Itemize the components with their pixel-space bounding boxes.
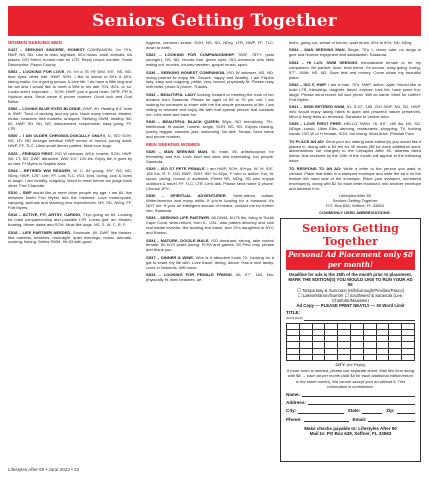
ad-body: Semi-retired outlaw. Writer/inventor and many skills. If you're looking for a husband, it's NOT me. If your an intelligent woman of means, contact me for further info. Sarasota. <box>146 193 274 213</box>
city-field[interactable]: City: <box>286 408 344 413</box>
ad-body: 65 DWM, 6/175 lbs, living in South Cape Coral, semi-retired, from IL. CAL, was patient attorney and now real estate investor, like boating and travel, two/ 20's daughters in NYC and Boston. <box>146 215 274 236</box>
ad-list <box>8 48 132 245</box>
ad-body: looking forward to meeting the man of her dreams from Sarasota. Please be ages of 69 to 79 yrs. old. I am looking for someone to share with me the simple pleasures of life. I am willing to relocate and enjoy life with that special person that contacts me. Lets meet and have fun. <box>146 91 274 117</box>
ad-title: S539 – LOVE FIRST FREE. <box>289 121 343 127</box>
ad-body: fest's, going out, sense of humor, quiet times, 50's to 60's. ND, NDrg. <box>289 41 413 45</box>
name-field[interactable]: Name: <box>286 392 415 397</box>
classified-ad <box>289 41 421 46</box>
classified-ad <box>289 83 421 103</box>
column-three <box>289 41 421 214</box>
page-footer <box>8 467 421 472</box>
classified-ad <box>8 213 132 228</box>
ad-title: S518 – LIFE PARTNER NEEDED. <box>8 229 72 235</box>
word-cell[interactable] <box>313 355 326 361</box>
instructions-respond: TO RESPOND TO AN AD: Write a letter to the person you want to contact. Place that letter in a stamped envelope and write the ad # on the bottom left hand side of the envelope. Place your stamped, numbered envelope(s), along with $2 for each letter enclosed, into another envelope and address it to: <box>289 165 421 191</box>
ad-title: S543 – HI LUV. SWM SEEKING <box>289 59 358 65</box>
ad-body: I am a man, 70's, HWP, active, agile. Would like to build LTR, friendship, laughter, travel, explore, love life, have some fun, laugh. Please send recent full size photo. Will do same. Meet for coffee? Fort Myers. <box>289 81 421 102</box>
form-deadline: Deadline for ads is the 15th of the month prior to placement. <box>289 272 412 277</box>
word-cell[interactable] <box>325 355 338 361</box>
ad-copy-word-grid[interactable] <box>286 323 415 361</box>
classified-ad <box>8 152 132 167</box>
classified-ad <box>146 93 274 118</box>
word-cell[interactable] <box>287 355 300 361</box>
edition-checkbox-southwest[interactable]: ☐ Southwest & Sarasota (Lee, Charlotte/Manatee) <box>332 292 404 304</box>
ad-title: S502 – LOOKING FOR LOVE. <box>8 69 66 75</box>
state-field[interactable]: State: <box>348 408 383 413</box>
classified-ad <box>8 169 132 189</box>
edition-checkbox-tampa[interactable]: ☐ Tampa Bay & Suncoast (Hillsborough/Pinellas/Pasco) <box>297 287 404 293</box>
section-heading: MEN SEEKING WOMEN <box>146 142 200 148</box>
email-field[interactable]: Email: <box>353 417 416 422</box>
ad-copy-label: Ad Copy — PLEASE PRINT NEATLY — 30 Word Limit <box>296 303 405 309</box>
section-banner <box>8 6 421 36</box>
ad-body: ISO dominant, strong, take control female; 60 to70 years young. PLPA and games. 50 Pelo only. please and thank you. <box>146 237 274 253</box>
classified-ad <box>8 191 132 211</box>
classified-ad <box>146 150 274 165</box>
classified-ad <box>146 239 274 254</box>
classified-ad <box>146 216 274 236</box>
address-field[interactable]: Address: <box>286 400 415 405</box>
ad-body: ISO W widower, 8/0's, honest, SOH, HWP, NS, LT, SD. DWF, attractive, WW, 5'4", 120 lbs. Enjoy life, it goes by so fast. Ft Myers to Naples area. <box>8 150 132 166</box>
instructions-place: TO PLACE AN AD: Send your ad, stating what edition(s) you would like it placed in, along with a $4 fee for 30 words ($5 for each additional word; abbreviations not charged) to the Lifestyles After 50, address listed below. Ads received by the 15th of the month will appear in the following issue. <box>289 138 421 164</box>
classified-ad <box>8 231 132 246</box>
ad-title: S500 – I AM OLDER CHRONOLOGICALLY ONLY!!, <box>8 133 107 139</box>
word-cell[interactable] <box>364 355 377 361</box>
ad-title: S537 – DINNER & WINE. <box>146 254 195 260</box>
ad-title: S522 – LOOKING FOR COMPANIONSHIP. <box>146 52 235 58</box>
ad-body: Single, 70's +, clean, safe, no drugs to give and receive enjoyment and satisfaction. Sarasota. <box>289 47 421 58</box>
ad-body: Soulmate. 60, DWF, like theater, flea markets, beaches, moonlight, quiet evenings, music, animals, cooking, fishing. Seeks SWM, 59-63 with good <box>8 229 132 245</box>
ad-title: S530 – SPIRITUAL ADVENTURER. <box>146 193 227 199</box>
ad-title: S541 – SEMI RETIRED SWM, <box>289 104 346 110</box>
classified-ad <box>8 70 132 105</box>
ad-title: S540 – BEAUTIFUL BLACK QUEEN. <box>146 118 220 124</box>
ad-title: S516 – ACTIVE, FIT, ARTSY, CARING, <box>8 212 82 218</box>
ad-body: 66, 5'7", 160, Tan, physically fit, likes beaches, art <box>146 272 274 282</box>
edition-checkboxes <box>286 293 415 303</box>
ad-title: S525 – FRIENDS FIRST. <box>8 150 54 156</box>
ad-title: S510 – SWF <box>8 190 32 196</box>
ad-title: S534 – MAN SEEKING MAN. <box>289 47 346 53</box>
ad-title: S534 – MATURE, DOCILE MALE. <box>146 237 210 243</box>
title-field: TITLE: (First 8 Words) <box>286 310 415 320</box>
ad-body: educateable female to be my companion, life partner, lover, best friend. I'm secure, easy going, loving, 5'7", 155lb, NS, ND. Save that rest money. Come share my beautiful place. <box>289 59 421 80</box>
ad-body: I am HWP, SOH, 69+yo, W, M, 5'8", 155 lbs, R. F. ISO HWP, SOH, 55+ to 62yo, F who is active, fun, fit, smart, caring, honest & available. Prefer NS, NDrg, SD who enjoys outdoors & travel. FF, TLC, LTR. Let's talk. Please send name & phone. Choose JPY! <box>146 165 274 191</box>
footer-text: Lifestyles After 50 • June 2022 • 22 <box>8 467 80 472</box>
word-cell[interactable] <box>389 355 402 361</box>
ad-title: S427 – SEEKING SINCERE, HONEST <box>8 47 85 52</box>
ad-title: S520 – MAN SEEKING MAN. <box>146 148 209 154</box>
word-cell[interactable] <box>377 355 390 361</box>
classified-ad <box>146 194 274 214</box>
phone-field[interactable]: Phone: <box>286 417 349 422</box>
form-edition-prompt: MARK THE EDITION(S) YOU WOULD LIKE TO RUN YOUR AD IN: <box>288 277 413 288</box>
ad-body: ISO W widower, NS, ND, loving partner to enjoy life. Secure, happy and healthy. I am Filipino lady, easy and outgoing, petite, very honest, physically fit. Please reply with letter, photo & phone. Thanks. <box>146 69 274 90</box>
classified-ad <box>8 107 132 132</box>
ad-title: S533 – LOOKING FOR FEMALE FRIEND. <box>146 272 234 278</box>
classified-ad <box>289 61 421 81</box>
ad-title: S542 – ISO F, HWP. <box>289 81 327 87</box>
word-cell[interactable] <box>402 355 415 361</box>
form-title: Seniors Getting Together <box>302 222 399 248</box>
form-note: If more room is needed, please use separate sheet. Mail this form along with $8 → each ad per month (add $4 for each additional edition/return in the same month). We cannot accept your ad without it. This information is confidential. <box>286 368 415 389</box>
word-cell[interactable] <box>351 355 364 361</box>
ad-title: S529 – ISO ST PETE FEMALE. <box>146 165 206 171</box>
banner-title: Seniors Getting Together <box>92 11 337 31</box>
ad-body: Hi. I'm a 78 YR WW, 5'5", NS, ND, blue eyes, white hair, HWP. SOH. I like to dance to 50's & 60's, taking walks. I'm a giving person & love life. I do have a little dog and fat cat and I would like to meet a WM in his late 70's, 80's, or so. Looks aren't important ... SOH, HWP, just a good heart. NPR, PR & Hudson area. Send name & phone number. Good luck and God Bless. <box>8 69 132 104</box>
edition-checkbox-lakes[interactable]: ☐ Lakes/Marion/Sumter <box>297 292 344 298</box>
classified-ad <box>146 41 274 51</box>
ad-title: S533 – SEEKING LIFE PARTNER. <box>146 215 211 221</box>
ad-body: Who is it attractive looks 70. Looking for a gal to share my life with. Love travel, dining, dance. Has a nice family. Lives in Nokomis. Will move. <box>146 254 274 270</box>
ad-title: S532 – BEAUTIFUL LADY <box>146 91 196 97</box>
ad-body: DWF, 60. Healthy 5'4" lives in SWF. Tired of working and my jobs. Have many interest, theater, music, beaches, flea markets, antiques. Seeking SWM, healthy, 58-62, HWP, SD, ND, NS, independent, responsible, easy going. FF, LTR. <box>8 106 132 132</box>
ad-body: 71yo going on 60. Looking for male companionship and possible LTR. Loves golf, art, theater, boating, dinner dates and SOH. Must like dogs. NS, S, W, C, R, F. <box>8 212 132 228</box>
ad-body: W, male, 80, artist/sculptor, for friendship and fun. Love food and wine and interesting, fun people. Sarasota. <box>146 148 274 164</box>
classified-ad <box>146 256 274 271</box>
payment-instructions: Make checks payable to: Lifestyles After 50 Mail to: PO Box 638, Seffner, FL 33583 <box>304 425 397 437</box>
word-cell[interactable] <box>338 355 351 361</box>
abbreviations: COMMONLY USED ABBREVIATIONS: <box>319 209 391 214</box>
title-input[interactable] <box>304 316 415 321</box>
ad-title: S506 – LOVING BLUE EYED BLONDE, <box>8 106 82 112</box>
column-two <box>146 41 274 462</box>
ad-list <box>289 41 421 137</box>
classified-ad <box>289 105 421 120</box>
ad-body: 80yo, ISO friend/king. 75+, intellectual, fit astute, honest, single, SOH, NS, SD. Enjoys reading, poetry, reggae, classics, jazz, swimming. No wife. Tampa. Send name and phone number. <box>146 118 274 139</box>
ad-order-form <box>280 218 421 462</box>
word-cell[interactable] <box>300 355 313 361</box>
classified-ad <box>146 53 274 68</box>
column-women-seeking-men <box>8 41 132 462</box>
classified-ad <box>146 120 274 140</box>
zip-field[interactable]: Zip: <box>386 408 415 413</box>
ad-list <box>146 41 274 140</box>
ad-body: D, ISO SOH, NS, LD, ND sexagic medical HWP sense of humor, young adult, HWP, FF, TLC. Likes small dinner parties. Must love dogs. <box>8 133 132 149</box>
ad-body: COMPANION, I'm 70's, NWF, NS, ND. Like to read, sightsee, 50's music, walk, animals, nw places. ISO friend, honest man for LTR. Reply phone number, Small Description. Pasco County. <box>8 47 132 67</box>
ad-list <box>146 150 274 283</box>
classified-ad <box>146 167 274 192</box>
classified-ad <box>8 48 132 68</box>
classified-ad <box>146 273 274 283</box>
ad-body: SWF, 78YY (acts younger), NS, ND, blonde hair, green eyes. ISO someone who likes eating out, movies, country western, gospel music, sport. <box>146 52 274 68</box>
ad-body: HELLO, SWM, 76, 5'6", 180 lbs, NS, SD, NDrgs, condo. Likes Elks, dancing, restaurants, shopping, TV, holding hands. ISO W or H female, SOH, fun loving. Must drive. Pinellas Park. <box>289 121 421 137</box>
form-price-band: Personal Ad Placement only $8 per month! <box>287 250 414 269</box>
ad-body: 61, 5'10", 185. ISO SWF, NS, SD, HWP, who would enjoy taking hikes in quiet and peaceful nature preserves. Mind & body feels so renewed. Sarasota to Venice area. <box>289 104 421 119</box>
classified-ad <box>146 71 274 91</box>
classified-ad <box>8 134 132 149</box>
ad-title: S524 – RETIRED WW READER, <box>8 167 72 173</box>
classified-ad <box>289 48 421 58</box>
ad-body: hygiene, common sense, SOH, NS, SD, NDrg, LTR, HWP, FF, TLC, down to earth. <box>146 41 274 50</box>
city-reply-label: CITY: (for Reply) <box>335 361 366 367</box>
ad-title: S336 – SEEKING HONEST COMPANION, <box>146 69 226 75</box>
section-heading: WOMEN SEEKING MEN <box>8 41 62 46</box>
classified-ad <box>289 122 421 137</box>
mailing-address: Lifestyles After 50 Seniors Getting Together P.O. Box 638, Seffner, FL 33583 <box>326 192 384 208</box>
ad-body: would like to meet other people my age. I am 60, live between North Fort Myers and the midwest. Love motorcycles, camping, animals and learning new experiences. NS, SD, NDrg. FF. Fort Myers. <box>8 190 132 210</box>
ad-body: W, C, 84 young, 5'6", NS, ND, NDrg, HWP, 125". Life, FF. Lots TLC. ISO, kind, loving, cool & loves to laugh. I am healthy, outgoing. Need to meet before we judge each other. Port Charlotte. <box>8 167 132 188</box>
